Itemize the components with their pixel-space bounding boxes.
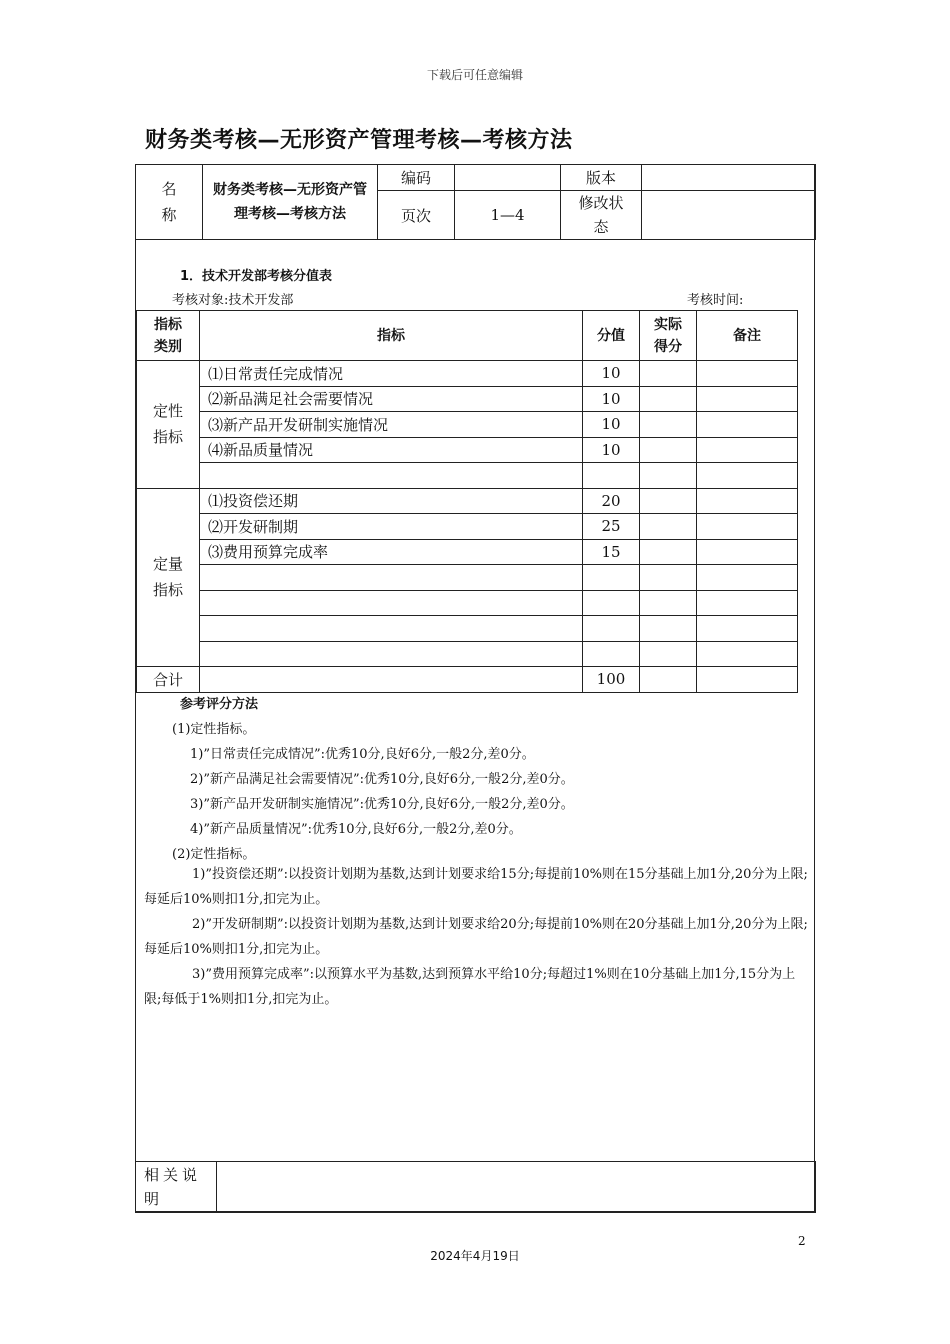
remark-cell — [697, 361, 798, 387]
score-cell: 25 — [583, 514, 640, 540]
header-remark: 备注 — [697, 311, 798, 361]
header-note: 下载后可任意编辑 — [426, 68, 523, 82]
qualitative-label-cell — [137, 361, 200, 489]
code-label: 编码 — [378, 165, 455, 191]
actual-cell — [640, 641, 697, 667]
quant-item: 3)”费用预算完成率”:以预算水平为基数,达到预算水平给10分;每超过1%则在10分基础上加1分,15分为上限;每低于1%则扣1分,扣完为止。 — [144, 967, 796, 1007]
table-row-empty — [137, 616, 798, 642]
qual-item: 4)”新产品质量情况”:优秀10分,良好6分,一般2分,差0分。 — [190, 822, 522, 837]
indicator-cell: ⑵开发研制期 — [200, 514, 583, 540]
header-actual: 实际得分 — [654, 316, 682, 355]
table-row — [137, 361, 798, 387]
quantitative-label-cell — [137, 488, 200, 667]
score-cell — [583, 565, 640, 591]
total-actual-cell — [640, 667, 697, 693]
remark-cell — [697, 412, 798, 438]
total-label: 合计 — [137, 667, 200, 693]
actual-cell — [640, 514, 697, 540]
footer-date: 2024年4月19日 — [430, 1249, 520, 1263]
score-table — [136, 310, 798, 693]
notes-table — [135, 1161, 816, 1213]
indicator-cell: ⑷新品质量情况 — [200, 437, 583, 463]
notes-label-cell — [136, 1162, 217, 1213]
actual-cell — [640, 539, 697, 565]
remark-cell — [697, 590, 798, 616]
score-cell — [583, 590, 640, 616]
total-row — [137, 667, 798, 693]
name-label: 名称 — [161, 180, 177, 224]
assess-subject: 考核对象:技术开发部 — [172, 293, 294, 308]
remark-cell — [697, 641, 798, 667]
indicator-cell: ⑴投资偿还期 — [200, 488, 583, 514]
indicator-cell: ⑵新品满足社会需要情况 — [200, 386, 583, 412]
assess-time-label: 考核时间: — [687, 293, 744, 308]
table-row-empty — [137, 463, 798, 489]
actual-cell — [640, 412, 697, 438]
indicator-cell: ⑶新产品开发研制实施情况 — [200, 412, 583, 438]
indicator-cell — [200, 641, 583, 667]
table-row-empty — [137, 590, 798, 616]
remark-cell — [697, 514, 798, 540]
total-indicator-cell — [200, 667, 583, 693]
quant-item: 2)”开发研制期”:以投资计划期为基数,达到计划要求给20分;每提前10%则在20分基础上加1分,20分为上限;每延后10%则扣1分,扣完为止。 — [144, 917, 808, 957]
table-row-empty — [137, 641, 798, 667]
qual-item: 2)”新产品满足社会需要情况”:优秀10分,良好6分,一般2分,差0分。 — [190, 772, 574, 787]
table-row — [137, 437, 798, 463]
info-table — [135, 164, 816, 240]
remark-cell — [697, 463, 798, 489]
remark-cell — [697, 386, 798, 412]
name-value: 财务类考核—无形资产管理考核—考核方法 — [213, 182, 367, 222]
table-row — [137, 539, 798, 565]
remark-cell — [697, 616, 798, 642]
indicator-cell — [200, 565, 583, 591]
table-row — [137, 514, 798, 540]
score-cell: 10 — [583, 437, 640, 463]
version-value — [642, 165, 816, 191]
header-score: 分值 — [583, 311, 640, 361]
actual-cell — [640, 386, 697, 412]
indicator-cell — [200, 463, 583, 489]
score-cell — [583, 616, 640, 642]
qualitative-label: 定性指标 — [152, 402, 183, 447]
method-title: 参考评分方法 — [180, 697, 259, 712]
table-row — [137, 412, 798, 438]
table-row — [137, 386, 798, 412]
score-cell: 15 — [583, 539, 640, 565]
actual-cell — [640, 590, 697, 616]
revision-value — [642, 191, 816, 240]
quant-heading: (2)定性指标。 — [172, 847, 256, 862]
document-title: 财务类考核—无形资产管理考核—考核方法 — [145, 128, 573, 153]
table-row-empty — [137, 565, 798, 591]
score-cell: 10 — [583, 386, 640, 412]
header-indicator: 指标 — [200, 311, 583, 361]
version-label: 版本 — [561, 165, 642, 191]
remark-cell — [697, 437, 798, 463]
score-cell: 10 — [583, 412, 640, 438]
total-remark-cell — [697, 667, 798, 693]
actual-cell — [640, 437, 697, 463]
score-cell — [583, 463, 640, 489]
section-title: 1．技术开发部考核分值表 — [180, 269, 333, 284]
notes-label: 相关说明 — [144, 1166, 202, 1208]
header-category: 指标类别 — [154, 316, 182, 355]
actual-cell — [640, 616, 697, 642]
header-category-cell — [137, 311, 200, 361]
qual-item: 3)”新产品开发研制实施情况”:优秀10分,良好6分,一般2分,差0分。 — [190, 797, 574, 812]
indicator-cell — [200, 616, 583, 642]
actual-cell — [640, 463, 697, 489]
quantitative-label: 定量指标 — [152, 555, 183, 600]
table-row — [137, 488, 798, 514]
remark-cell — [697, 488, 798, 514]
actual-cell — [640, 361, 697, 387]
name-label-cell — [136, 165, 203, 240]
indicator-cell: ⑴日常责任完成情况 — [200, 361, 583, 387]
qual-heading: (1)定性指标。 — [172, 722, 256, 737]
score-cell: 10 — [583, 361, 640, 387]
indicator-cell: ⑶费用预算完成率 — [200, 539, 583, 565]
code-value — [455, 165, 561, 191]
revision-label: 修改状态 — [578, 194, 624, 236]
qual-item: 1)”日常责任完成情况”:优秀10分,良好6分,一般2分,差0分。 — [190, 747, 535, 762]
indicator-cell — [200, 590, 583, 616]
quant-item: 1)”投资偿还期”:以投资计划期为基数,达到计划要求给15分;每提前10%则在15分基础上加1分,20分为上限;每延后10%则扣1分,扣完为止。 — [144, 867, 808, 907]
page-label: 页次 — [378, 191, 455, 240]
actual-cell — [640, 565, 697, 591]
score-cell — [583, 641, 640, 667]
remark-cell — [697, 539, 798, 565]
score-cell: 20 — [583, 488, 640, 514]
notes-value — [217, 1162, 816, 1213]
actual-cell — [640, 488, 697, 514]
remark-cell — [697, 565, 798, 591]
revision-label-cell — [561, 191, 642, 240]
total-score: 100 — [583, 667, 640, 693]
name-value-cell — [203, 165, 378, 240]
page-number: 2 — [798, 1234, 806, 1248]
page-value: 1—4 — [455, 191, 561, 240]
header-actual-cell — [640, 311, 697, 361]
